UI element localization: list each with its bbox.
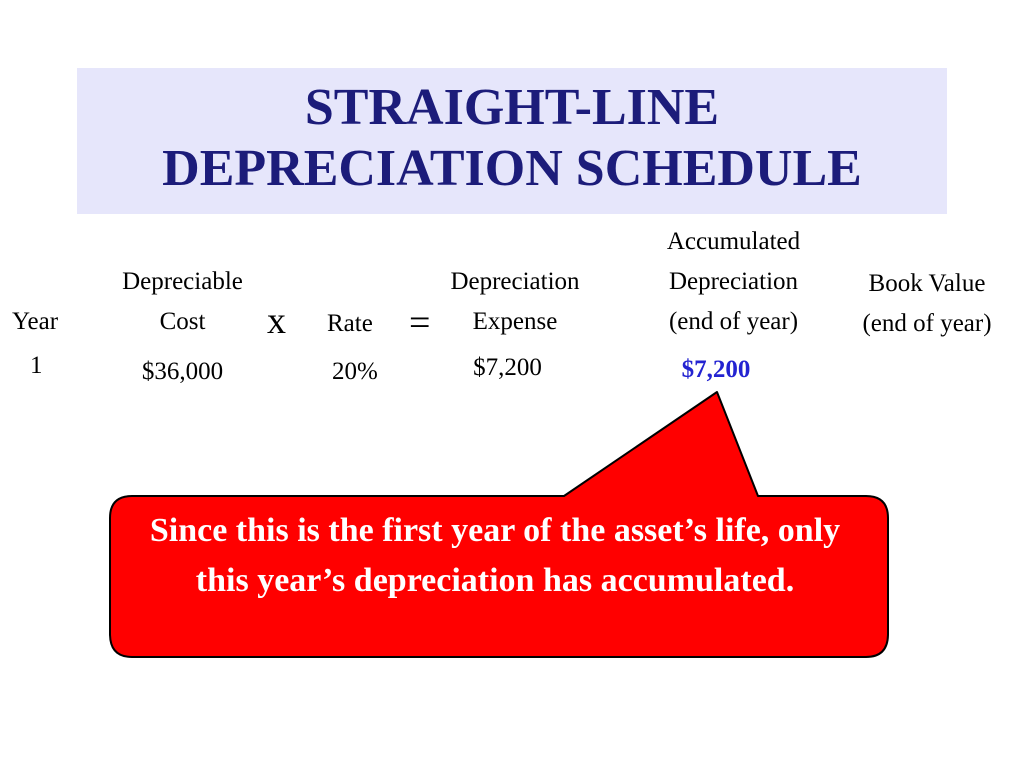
equals-symbol: = — [409, 302, 431, 344]
multiply-symbol: x — [267, 300, 286, 342]
header-depreciable-cost-line-1: Depreciable — [122, 268, 243, 295]
header-accumulated-depreciation-line-2: Depreciation — [668, 268, 799, 295]
header-year: Year — [12, 308, 59, 335]
cell-accumulated-depreciation: $7,200 — [681, 356, 751, 383]
title-line-2: DEPRECIATION SCHEDULE — [162, 140, 862, 197]
cell-depreciation-expense: $7,200 — [473, 354, 542, 381]
callout-text: Since this is the first year of the asset’s life, only this year’s depreciation has accumulated. — [149, 512, 841, 599]
header-accumulated-depreciation-line-1: Accumulated — [666, 228, 801, 255]
header-depreciation-expense-line-2: Expense — [472, 308, 558, 335]
title-line-1: STRAIGHT-LINE — [304, 79, 720, 136]
cell-rate: 20% — [332, 358, 378, 385]
header-rate: Rate — [327, 310, 373, 337]
cell-year: 1 — [30, 352, 43, 379]
header-depreciation-expense-line-1: Depreciation — [450, 268, 580, 295]
header-book-value-line-1: Book Value — [868, 270, 986, 297]
header-book-value-line-2: (end of year) — [862, 310, 992, 337]
cell-depreciable-cost: $36,000 — [141, 358, 224, 385]
header-accumulated-depreciation-line-3: (end of year) — [668, 308, 799, 335]
header-depreciable-cost-line-2: Cost — [159, 308, 206, 335]
